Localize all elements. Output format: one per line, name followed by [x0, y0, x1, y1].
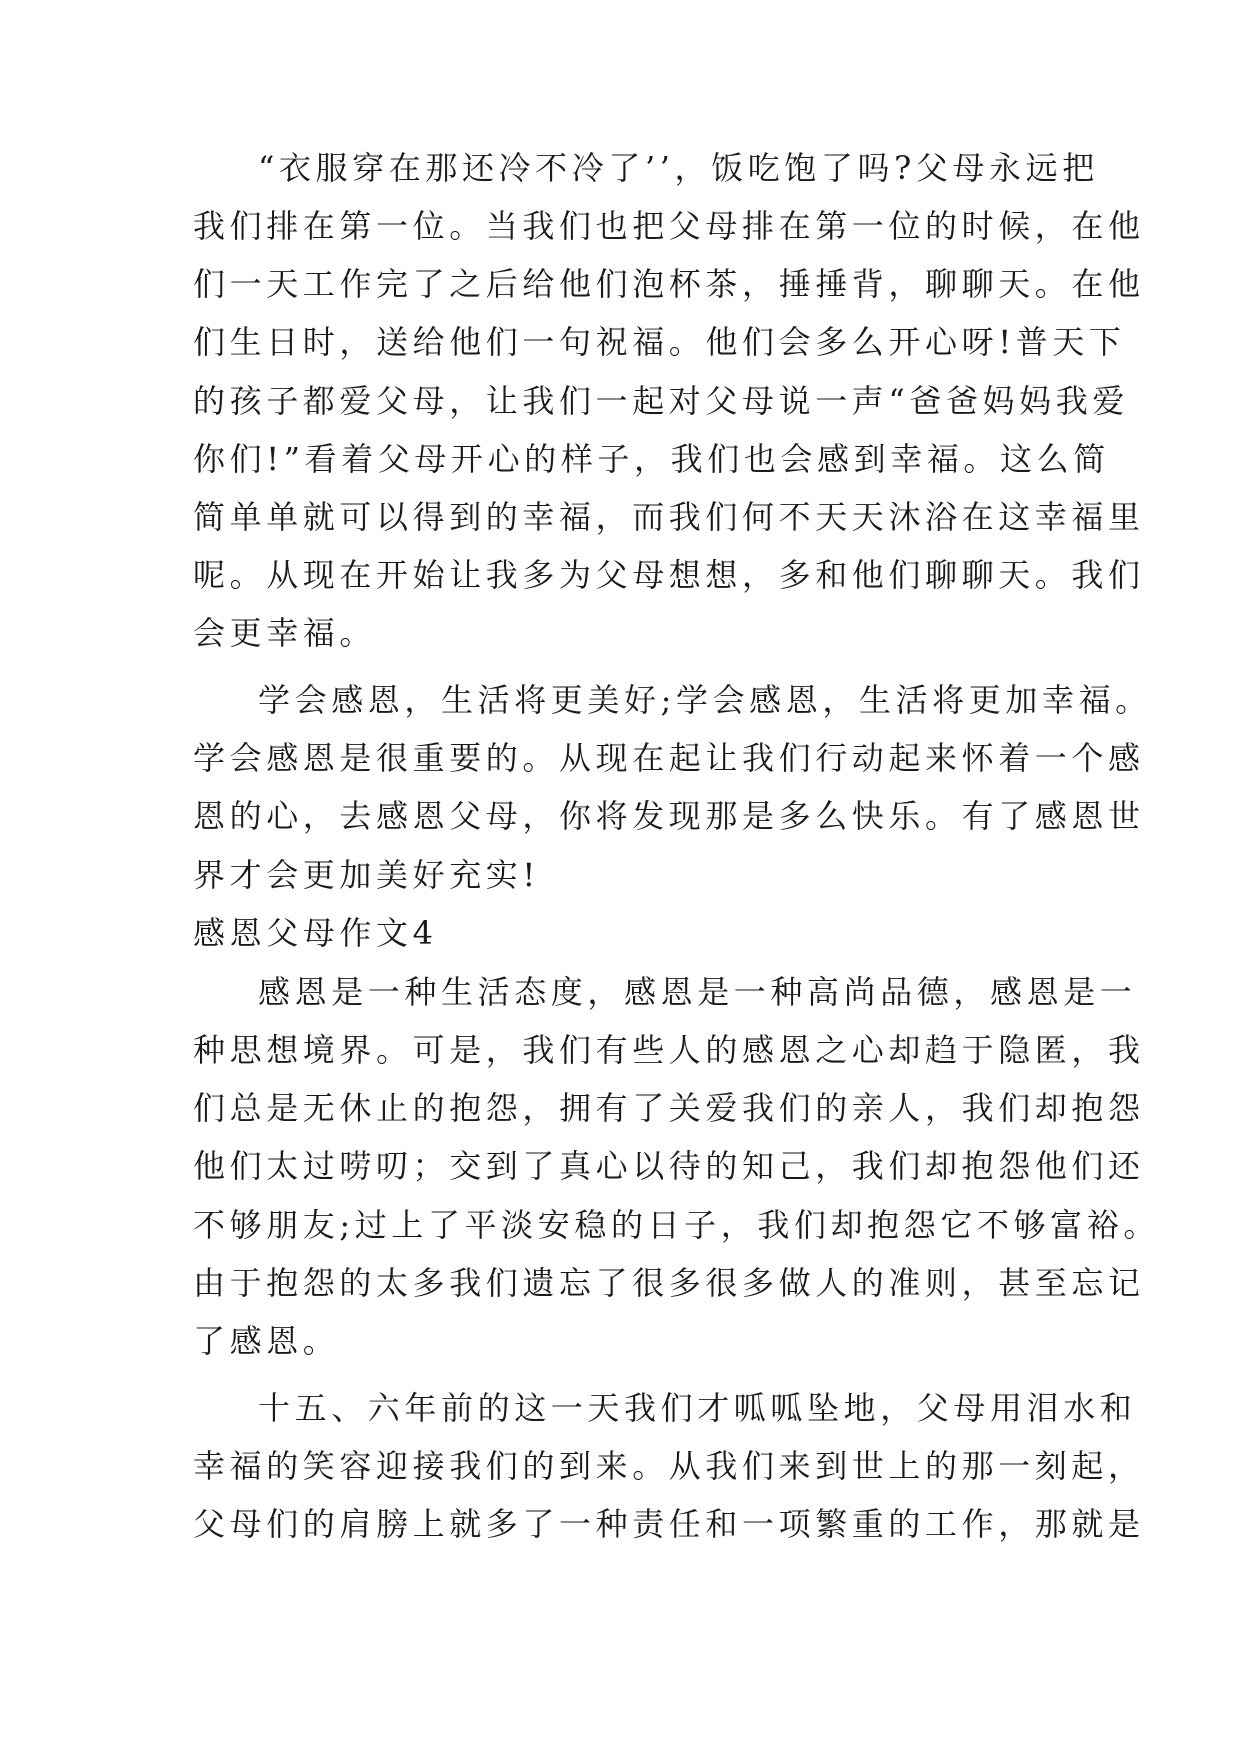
paragraph-line: 学会感恩是很重要的。从现在起让我们行动起来怀着一个感 [193, 739, 1145, 777]
paragraph-line: 他们太过唠叨；交到了真心以待的知己，我们却抱怨他们还 [193, 1147, 1145, 1185]
paragraph-line: 你们!”看着父母开心的样子，我们也会感到幸福。这么简 [193, 440, 1110, 478]
paragraph-line: 们生日时，送给他们一句祝福。他们会多么开心呀!普天下 [193, 323, 1126, 361]
paragraph-line: 们总是无休止的抱怨，拥有了关爱我们的亲人，我们却抱怨 [193, 1089, 1145, 1127]
paragraph-line: 了感恩。 [193, 1322, 340, 1360]
paragraph-line: 学会感恩，生活将更美好;学会感恩，生活将更加幸福。 [258, 681, 1152, 719]
paragraph-line: 十五、六年前的这一天我们才呱呱坠地，父母用泪水和 [258, 1389, 1137, 1427]
paragraph-line: 简单单就可以得到的幸福，而我们何不天天沐浴在这幸福里 [193, 498, 1145, 536]
paragraph-line: 父母们的肩膀上就多了一种责任和一项繁重的工作，那就是 [193, 1505, 1145, 1543]
paragraph-line: “衣服穿在那还冷不冷了’’，饭吃饱了吗?父母永远把 [258, 149, 1099, 187]
paragraph-line: 的孩子都爱父母，让我们一起对父母说一声“爸爸妈妈我爱 [193, 382, 1129, 420]
paragraph-line: 呢。从现在开始让我多为父母想想，多和他们聊聊天。我们 [193, 556, 1145, 594]
section-heading: 感恩父母作文4 [193, 914, 438, 952]
paragraph-line: 会更幸福。 [193, 614, 377, 652]
paragraph-line: 不够朋友;过上了平淡安稳的日子，我们却抱怨它不够富裕。 [193, 1206, 1160, 1244]
paragraph-line: 种思想境界。可是，我们有些人的感恩之心却趋于隐匿，我 [193, 1031, 1145, 1069]
paragraph-line: 幸福的笑容迎接我们的到来。从我们来到世上的那一刻起， [193, 1447, 1145, 1485]
paragraph-line: 界才会更加美好充实! [193, 856, 540, 894]
paragraph-line: 恩的心，去感恩父母，你将发现那是多么快乐。有了感恩世 [193, 797, 1145, 835]
paragraph-line: 由于抱怨的太多我们遗忘了很多很多做人的准则，甚至忘记 [193, 1264, 1145, 1302]
paragraph-line: 们一天工作完了之后给他们泡杯茶，捶捶背，聊聊天。在他 [193, 265, 1145, 303]
paragraph-line: 我们排在第一位。当我们也把父母排在第一位的时候，在他 [193, 207, 1145, 245]
paragraph-line: 感恩是一种生活态度，感恩是一种高尚品德，感恩是一 [258, 973, 1137, 1011]
